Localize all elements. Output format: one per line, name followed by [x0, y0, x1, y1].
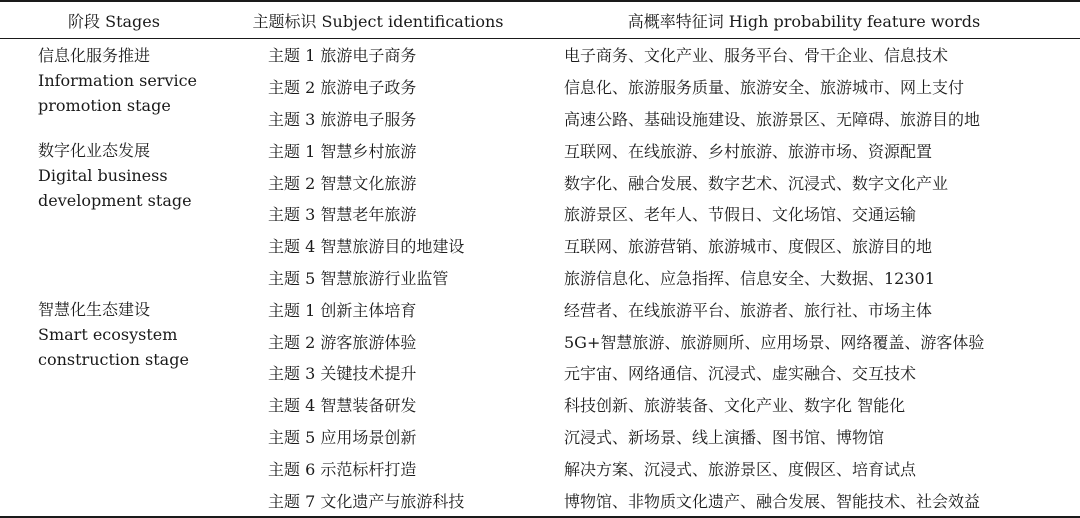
- feature-words-cell: 信息化、旅游服务质量、旅游安全、旅游城市、网上支付: [564, 78, 965, 98]
- subject-identification-cell: 主题 6 示范标杆打造: [268, 459, 417, 479]
- subject-identification-cell: 主题 4 智慧装备研发: [268, 396, 417, 416]
- stage-cell: [0, 293, 228, 517]
- feature-words-column-header: 高概率特征词 High probability feature words: [528, 1, 1080, 39]
- stage-label-line: Information service: [38, 71, 198, 90]
- table-body: [0, 39, 1080, 517]
- feature-words-cell: 经营者、在线旅游平台、旅游者、旅行社、市场主体: [564, 300, 933, 320]
- feature-words-cell: 互联网、在线旅游、乡村旅游、旅游市场、资源配置: [564, 141, 933, 161]
- stage-label-line: development stage: [38, 191, 192, 211]
- feature-words-cell: 解决方案、沉浸式、旅游景区、度假区、培育试点: [564, 459, 917, 479]
- feature-words-cell: 科技创新、旅游装备、文化产业、数字化 智能化: [564, 396, 906, 416]
- stage-column-header: 阶段 Stages: [0, 1, 228, 39]
- subject-identification-cell: 主题 3 关键技术提升: [268, 364, 417, 384]
- subject-identification-cell: 主题 5 应用场景创新: [268, 427, 417, 447]
- stage-label-line: construction stage: [38, 350, 189, 370]
- subject-identification-cell: 主题 1 智慧乡村旅游: [268, 141, 417, 161]
- stage-label-line: promotion stage: [38, 96, 171, 115]
- feature-words-cell: 博物馆、非物质文化遗产、融合发展、智能技术、社会效益: [528, 484, 1080, 517]
- subject-identification-cell: 主题 2 智慧文化旅游: [268, 173, 417, 193]
- feature-words-cell: 电子商务、文化产业、服务平台、骨干企业、信息技术: [564, 46, 949, 66]
- feature-words-cell: 5G+智慧旅游、旅游厕所、应用场景、网络覆盖、游客体验: [564, 332, 985, 352]
- stage-label-line: 智慧化生态建设: [38, 300, 151, 320]
- stage-cell: [0, 134, 228, 293]
- table-row: [0, 134, 1080, 166]
- subject-identification-cell: 主题 3 旅游电子服务: [268, 109, 417, 129]
- stage-label-line: 数字化业态发展: [38, 141, 151, 161]
- subject-identification-cell: 主题 2 游客旅游体验: [268, 332, 417, 352]
- header-row: [0, 1, 1080, 39]
- table-row: [0, 39, 1080, 71]
- subject-identification-cell: 主题 7 文化遗产与旅游科技: [228, 484, 528, 517]
- feature-words-cell: 互联网、旅游营销、旅游城市、度假区、旅游目的地: [564, 237, 933, 257]
- stage-label-line: Smart ecosystem: [38, 325, 178, 345]
- feature-words-cell: 元宇宙、网络通信、沉浸式、虚实融合、交互技术: [564, 364, 917, 384]
- subject-column-header: 主题标识 Subject identifications: [228, 1, 528, 39]
- feature-words-cell: 沉浸式、新场景、线上演播、图书馆、博物馆: [564, 427, 885, 447]
- subject-identification-cell: 主题 3 智慧老年旅游: [268, 205, 417, 225]
- feature-words-cell: 数字化、融合发展、数字艺术、沉浸式、数字文化产业: [564, 173, 949, 193]
- table-header: [0, 1, 1080, 39]
- subject-identification-cell: 主题 1 创新主体培育: [268, 300, 417, 320]
- stage-label-line: Digital business: [38, 166, 168, 186]
- subject-identification-cell: 主题 2 旅游电子政务: [268, 78, 417, 98]
- stage-cell: [0, 39, 228, 135]
- stage-label-line: 信息化服务推进: [38, 46, 151, 65]
- feature-words-cell: 旅游景区、老年人、节假日、文化场馆、交通运输: [564, 205, 917, 225]
- subject-identification-cell: 主题 5 智慧旅游行业监管: [268, 268, 449, 288]
- table-row: [0, 293, 1080, 325]
- feature-words-cell: 旅游信息化、应急指挥、信息安全、大数据、12301: [564, 268, 935, 288]
- feature-words-cell: 高速公路、基础设施建设、旅游景区、无障碍、旅游目的地: [564, 109, 981, 129]
- subject-identification-cell: 主题 4 智慧旅游目的地建设: [268, 237, 465, 257]
- subject-identification-cell: 主题 1 旅游电子商务: [268, 46, 417, 66]
